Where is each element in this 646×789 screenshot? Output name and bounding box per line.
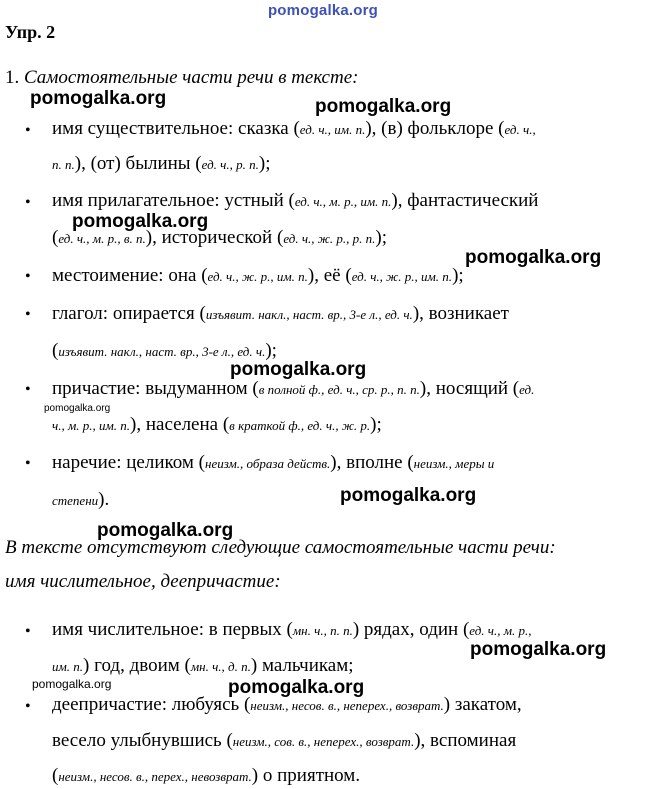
text: );	[370, 414, 382, 435]
gram: ед. ч., м. р.,	[469, 623, 532, 638]
bullet-icon: •	[25, 381, 31, 398]
text: наречие: целиком (	[52, 452, 206, 473]
bullet-icon: •	[25, 122, 31, 139]
item-line	[52, 378, 646, 400]
text: (	[52, 340, 59, 361]
text: весело улыбнувшись (	[52, 730, 233, 751]
intro-line	[5, 67, 358, 89]
bullet-icon: •	[25, 306, 31, 323]
text: ), (в) фольклоре (	[365, 118, 505, 139]
gram: неизм., образа действ.	[205, 456, 331, 471]
item-line	[52, 303, 646, 325]
gram: неизм., сов. в., неперех., возврат.	[232, 734, 415, 749]
bullet-icon: •	[25, 698, 31, 715]
gram: изъявит. накл., наст. вр., 3-е л., ед. ч.	[205, 307, 413, 322]
watermark: pomogalka.org	[72, 211, 209, 232]
gram: ч., м. р., им. п.	[52, 418, 131, 433]
bullet-icon: •	[25, 623, 31, 640]
gram: ед.	[519, 382, 535, 397]
gram: степени	[52, 493, 99, 508]
text: имя существительное: сказка (	[52, 118, 300, 139]
gram: ед. ч., р. п.	[201, 157, 259, 172]
gram: неизм., меры и	[413, 456, 495, 471]
gram: неизм., несов. в., перех., невозврат.	[58, 769, 252, 784]
text: );	[452, 265, 464, 286]
text: ), фантастический	[391, 190, 539, 211]
text: местоимение: она (	[52, 265, 208, 286]
item-line	[52, 619, 646, 641]
exercise-heading: Упр. 2	[5, 22, 56, 42]
text: ).	[98, 489, 110, 510]
watermark: pomogalka.org	[315, 96, 452, 117]
text: );	[258, 153, 271, 174]
text: );	[375, 227, 387, 248]
gram: им. п.	[52, 659, 84, 674]
item-line	[52, 452, 646, 474]
watermark: pomogalka.org	[465, 247, 602, 268]
text: глагол: опирается (	[52, 303, 206, 324]
text: (	[52, 227, 59, 248]
watermark: pomogalka.org	[470, 639, 607, 660]
text: имя прилагательное: устный (	[52, 190, 295, 211]
gram: изъявит. накл., наст. вр., 3-е л., ед. ч.	[58, 344, 266, 359]
gram: ед. ч., ж. р., им. п.	[351, 269, 453, 284]
text: ), (от) былины (	[74, 153, 202, 174]
item-line	[52, 118, 646, 140]
text: ), её (	[307, 265, 352, 286]
watermark: pomogalka.org	[30, 88, 167, 109]
item-line	[52, 414, 646, 436]
text: ) закатом,	[443, 694, 522, 715]
watermark: pomogalka.org	[97, 520, 234, 541]
absent-line-1: В тексте отсутствуют следующие самостоятельные части речи:	[5, 537, 556, 558]
watermark: pomogalka.org	[44, 403, 111, 414]
gram: ед. ч.,	[504, 122, 536, 137]
text: причастие: выдуманном (	[52, 378, 259, 399]
gram: в полной ф., ед. ч., ср. р., п. п.	[258, 382, 420, 397]
text: имя числительное: в первых (	[52, 619, 293, 640]
watermark-top: pomogalka.org	[267, 2, 379, 19]
watermark: pomogalka.org	[340, 485, 477, 506]
absent-line-2: имя числительное, деепричастие:	[5, 571, 281, 592]
text: ) мальчикам;	[250, 655, 354, 676]
text: ), возникает	[412, 303, 509, 324]
gram: в краткой ф., ед. ч., ж. р.	[229, 418, 371, 433]
gram: мн. ч., п. п.	[292, 623, 353, 638]
text: );	[265, 340, 277, 361]
gram: мн. ч., д. п.	[190, 659, 251, 674]
watermark: pomogalka.org	[228, 677, 365, 698]
bullet-icon: •	[25, 268, 31, 285]
gram: ед. ч., им. п.	[299, 122, 366, 137]
intro-text: Самостоятельные части речи в тексте:	[24, 67, 359, 88]
item-line	[52, 153, 646, 175]
watermark: pomogalka.org	[32, 677, 112, 691]
text: деепричастие: любуясь (	[52, 694, 251, 715]
gram: неизм., несов. в., неперех., возврат.	[250, 698, 444, 713]
text: ) о приятном.	[251, 765, 361, 786]
intro-number: 1.	[5, 67, 20, 88]
gram: ед. ч., м. р., им. п.	[294, 194, 392, 209]
item-line	[52, 765, 646, 787]
text: ), исторической (	[145, 227, 284, 248]
text: ), вспоминая	[414, 730, 517, 751]
item-line	[52, 730, 646, 752]
watermark: pomogalka.org	[230, 359, 367, 380]
item-line	[52, 190, 646, 212]
text: ) рядах, один (	[352, 619, 470, 640]
text: (	[52, 765, 59, 786]
gram: ед. ч., ж. р., р. п.	[283, 231, 376, 246]
text: ) год, двоим (	[83, 655, 191, 676]
text: ), вполне (	[330, 452, 414, 473]
text: ), населена (	[130, 414, 230, 435]
text: ), носящий (	[419, 378, 520, 399]
bullet-icon: •	[25, 194, 31, 211]
bullet-icon: •	[25, 455, 31, 472]
gram: п. п.	[52, 157, 75, 172]
gram: ед. ч., м. р., в. п.	[58, 231, 146, 246]
gram: ед. ч., ж. р., им. п.	[207, 269, 308, 284]
